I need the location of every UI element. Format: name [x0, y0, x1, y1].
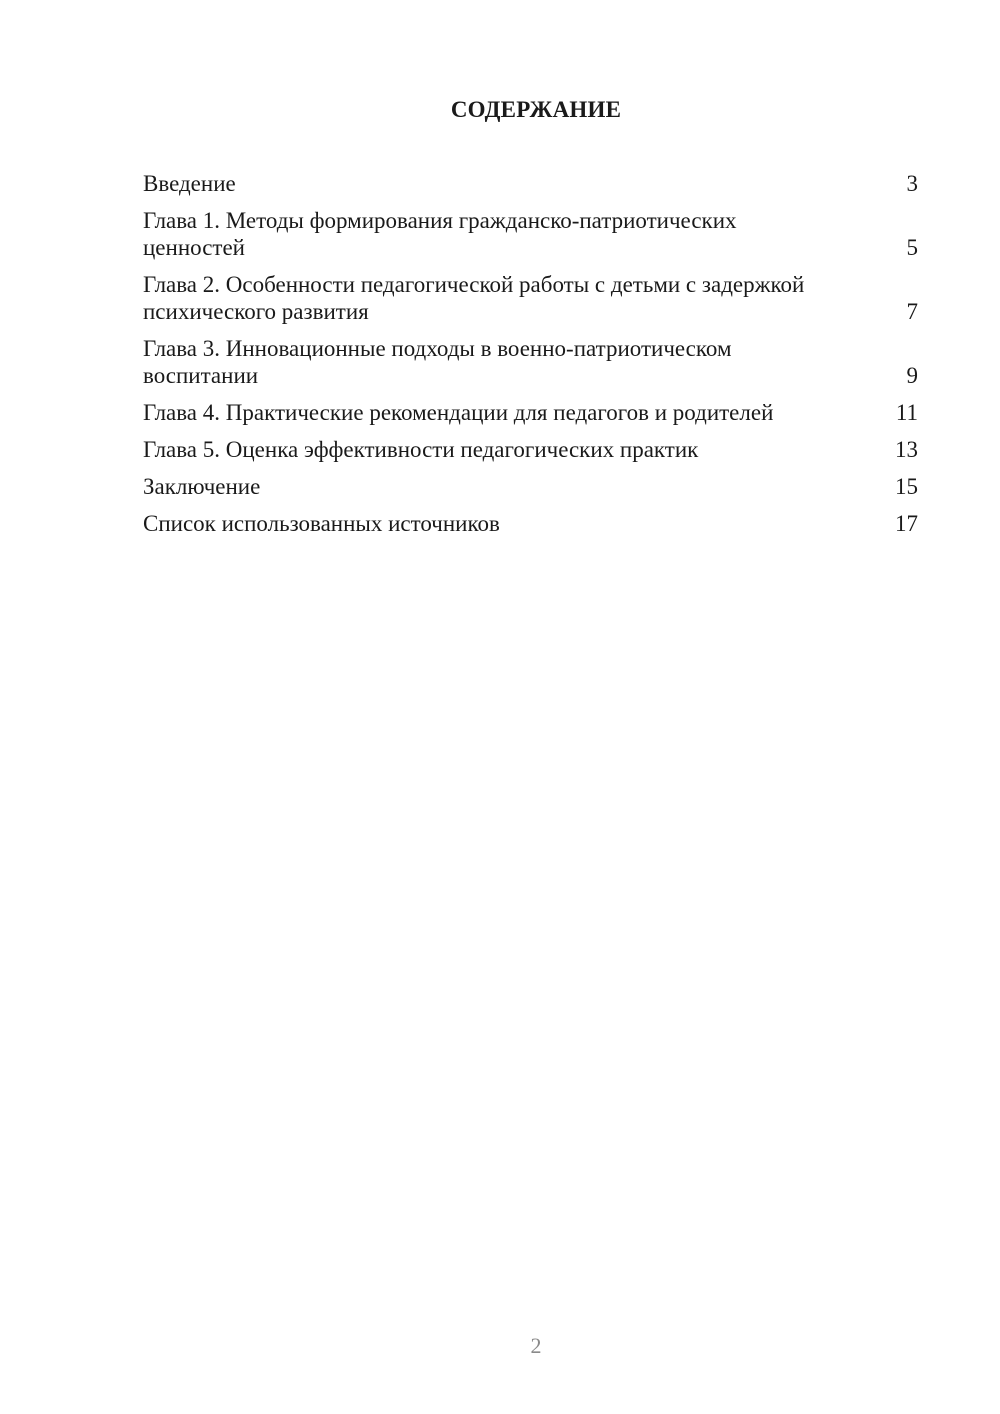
toc-entry-chapter-4 — [143, 399, 918, 426]
toc-entry-references — [143, 510, 918, 537]
toc-entry-conclusion — [143, 473, 918, 500]
toc-heading: СОДЕРЖАНИЕ — [450, 97, 622, 122]
toc-entry-introduction — [143, 170, 918, 197]
page-number: 2 — [530, 1333, 542, 1358]
toc-entry-chapter-5 — [143, 436, 918, 463]
toc-entry-page: 11 — [895, 400, 918, 425]
toc-entry-page: 9 — [906, 363, 918, 388]
toc-entry-page: 17 — [895, 511, 918, 536]
toc-entry-title: Глава 1. Методы формирования гражданско-патриотических ценностей — [143, 208, 737, 260]
table-of-contents — [143, 170, 918, 547]
toc-entry-title: Список использованных источников — [143, 511, 500, 536]
toc-entry-page: 7 — [906, 299, 918, 324]
toc-entry-title: Глава 2. Особенности педагогической работы с детьми с задержкой психического развития — [143, 272, 805, 324]
toc-entry-page: 13 — [895, 437, 918, 462]
toc-entry-title: Глава 5. Оценка эффективности педагогических практик — [143, 437, 699, 462]
toc-entry-title: Глава 3. Инновационные подходы в военно-патриотическом воспитании — [143, 336, 732, 388]
toc-entry-page: 15 — [895, 474, 918, 499]
toc-entry-title: Введение — [143, 171, 236, 196]
toc-entry-title: Заключение — [143, 474, 261, 499]
toc-entry-chapter-1 — [143, 207, 918, 261]
toc-entry-chapter-3 — [143, 335, 918, 389]
toc-entry-chapter-2 — [143, 271, 918, 325]
toc-entry-page: 5 — [906, 235, 918, 260]
toc-entry-title: Глава 4. Практические рекомендации для педагогов и родителей — [143, 400, 774, 425]
toc-entry-page: 3 — [906, 171, 918, 196]
